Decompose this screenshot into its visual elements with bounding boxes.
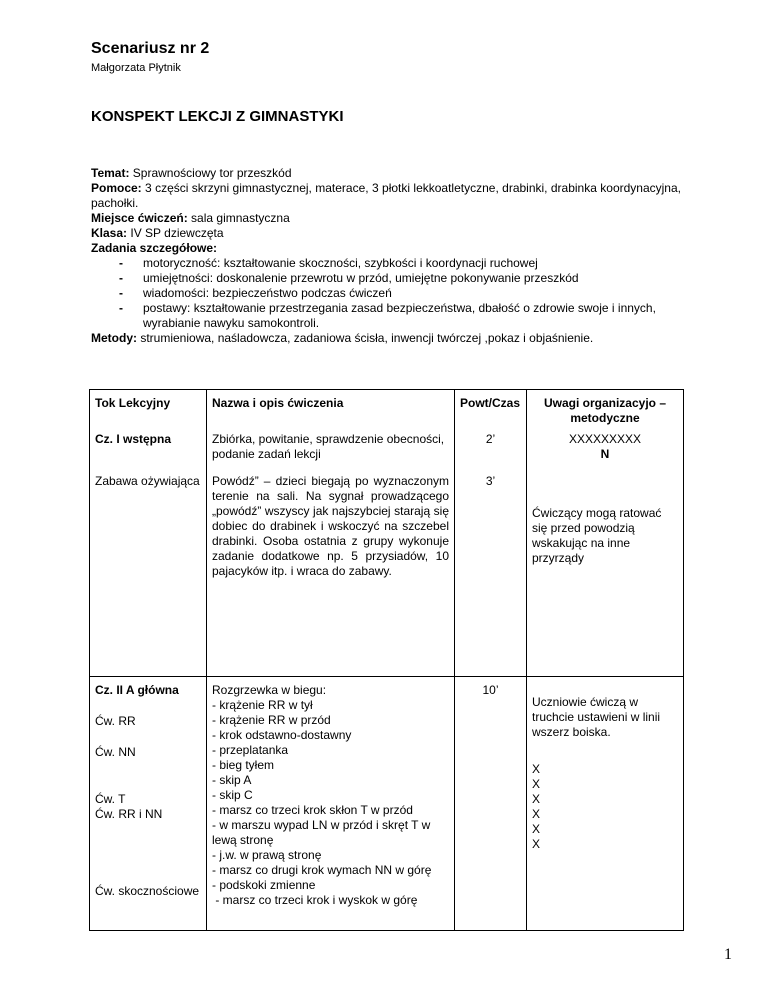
task-item: - wiadomości: bezpieczeństwo podczas ćwiczeń	[119, 286, 392, 300]
time-cell: 3’	[455, 474, 527, 676]
time-cell: 2’	[455, 432, 527, 474]
section-cell: Zabawa ożywiająca	[90, 474, 207, 676]
header-cell: Tok Lekcyjny	[90, 390, 207, 433]
topic-label: Temat:	[91, 166, 130, 180]
dash-bullet-icon: -	[119, 286, 123, 300]
table-row	[90, 474, 684, 676]
table-header-row	[90, 390, 684, 433]
aids-label: Pomoce:	[91, 181, 142, 195]
methods-line	[91, 331, 681, 346]
author-name: Małgorzata Płytnik	[91, 62, 181, 74]
notes-cell: Uczniowie ćwiczą w truchcie ustawieni w linii wszerz boiska. X X X X X X	[527, 676, 684, 931]
tasks-list	[91, 256, 681, 331]
exercise-group-label: Ćw. NN	[95, 744, 136, 759]
section-title: Cz. II A główna	[95, 682, 179, 697]
table-row	[90, 676, 684, 931]
task-item: - postawy: kształtowanie przestrzegania zasad bezpieczeństwa, dbałość o zdrowie swoje i innych, wyrabianie nawyku samokontroli.	[119, 301, 656, 330]
formation-marks: XXXXXXXXX	[568, 432, 642, 446]
document-title: Scenariusz nr 2	[91, 40, 210, 57]
section-cell: Cz. I wstępna	[90, 432, 207, 474]
class-line	[91, 226, 681, 241]
dash-bullet-icon: -	[119, 256, 123, 270]
exercise-cell: Powódź” – dzieci biegają po wyznaczonym terenie na sali. Na sygnał prowadzącego „powódź” wszyscy jak najszybciej starają się dobiec do drabinek i wskoczyć na szczebel drabinki. Osoba ostatnia z grupy wykonuje zadanie dodatkowe np. 5 przysiadów, 10 pajacyków itp. i wraca do zabawy.	[207, 474, 455, 676]
exercise-cell: Rozgrzewka w biegu: - krążenie RR w tył - krążenie RR w przód - krok odstawno-dostawny - przeplatanka - bieg tyłem - skip A - skip C - marsz co trzeci krok skłon T w przód - w marszu wypad LN w przód i skręt T w lewą stronę - j.w. w prawą stronę - marsz co drugi krok wymach NN w górę - podskoki zmienne - marsz co trzeci krok i wyskok w górę	[207, 676, 455, 931]
exercise-group-label: Ćw. RR i NN	[95, 806, 163, 821]
exercise-group-label: Ćw. RR	[95, 713, 136, 728]
section-cell	[90, 676, 207, 931]
methods-value: strumieniowa, naśladowcza, zadaniowa ścisła, inwencji twórczej ,pokaz i objaśnienie.	[137, 331, 594, 345]
header-cell: Powt/Czas	[455, 390, 527, 433]
exercise-cell: Zbiórka, powitanie, sprawdzenie obecności, podanie zadań lekcji	[207, 432, 455, 474]
header-cell: Nazwa i opis ćwiczenia	[207, 390, 455, 433]
place-line	[91, 211, 681, 226]
lesson-info	[91, 166, 681, 346]
table-row	[90, 432, 684, 474]
topic-value: Sprawnościowy tor przeszkód	[129, 166, 292, 180]
place-label: Miejsce ćwiczeń:	[91, 211, 188, 225]
methods-label: Metody:	[91, 331, 137, 345]
dash-bullet-icon: -	[119, 271, 123, 285]
lesson-table	[89, 389, 684, 931]
header-cell: Uwagi organizacyjo – metodyczne	[527, 390, 684, 433]
exercise-group-label: Ćw. skocznościowe	[95, 883, 200, 898]
teacher-mark: N	[600, 447, 610, 461]
tasks-label: Zadania szczegółowe:	[91, 241, 218, 255]
exercise-group-label: Ćw. T	[95, 791, 126, 806]
page-number: 1	[724, 946, 732, 963]
lesson-heading: KONSPEKT LEKCJI Z GIMNASTYKI	[91, 108, 344, 125]
aids-line	[91, 181, 681, 211]
dash-bullet-icon: -	[119, 301, 123, 315]
notes-cell: Ćwiczący mogą ratować się przed powodzią wskakując na inne przyrządy	[527, 474, 684, 676]
task-item: - umiejętności: doskonalenie przewrotu w przód, umiejętne pokonywanie przeszkód	[119, 271, 579, 285]
class-value: IV SP dziewczęta	[127, 226, 224, 240]
place-value: sala gimnastyczna	[187, 211, 290, 225]
aids-value: 3 części skrzyni gimnastycznej, materace, 3 płotki lekkoatletyczne, drabinki, drabinka koordynacyjna, pachołki.	[91, 181, 681, 210]
notes-cell	[527, 432, 684, 474]
time-cell: 10’	[455, 676, 527, 931]
tasks-line	[91, 241, 681, 256]
formation-marks-column: X X X X X X	[532, 761, 541, 851]
task-item: - motoryczność: kształtowanie skoczności, szybkości i koordynacji ruchowej	[119, 256, 538, 270]
class-label: Klasa:	[91, 226, 128, 240]
topic-line	[91, 166, 681, 181]
